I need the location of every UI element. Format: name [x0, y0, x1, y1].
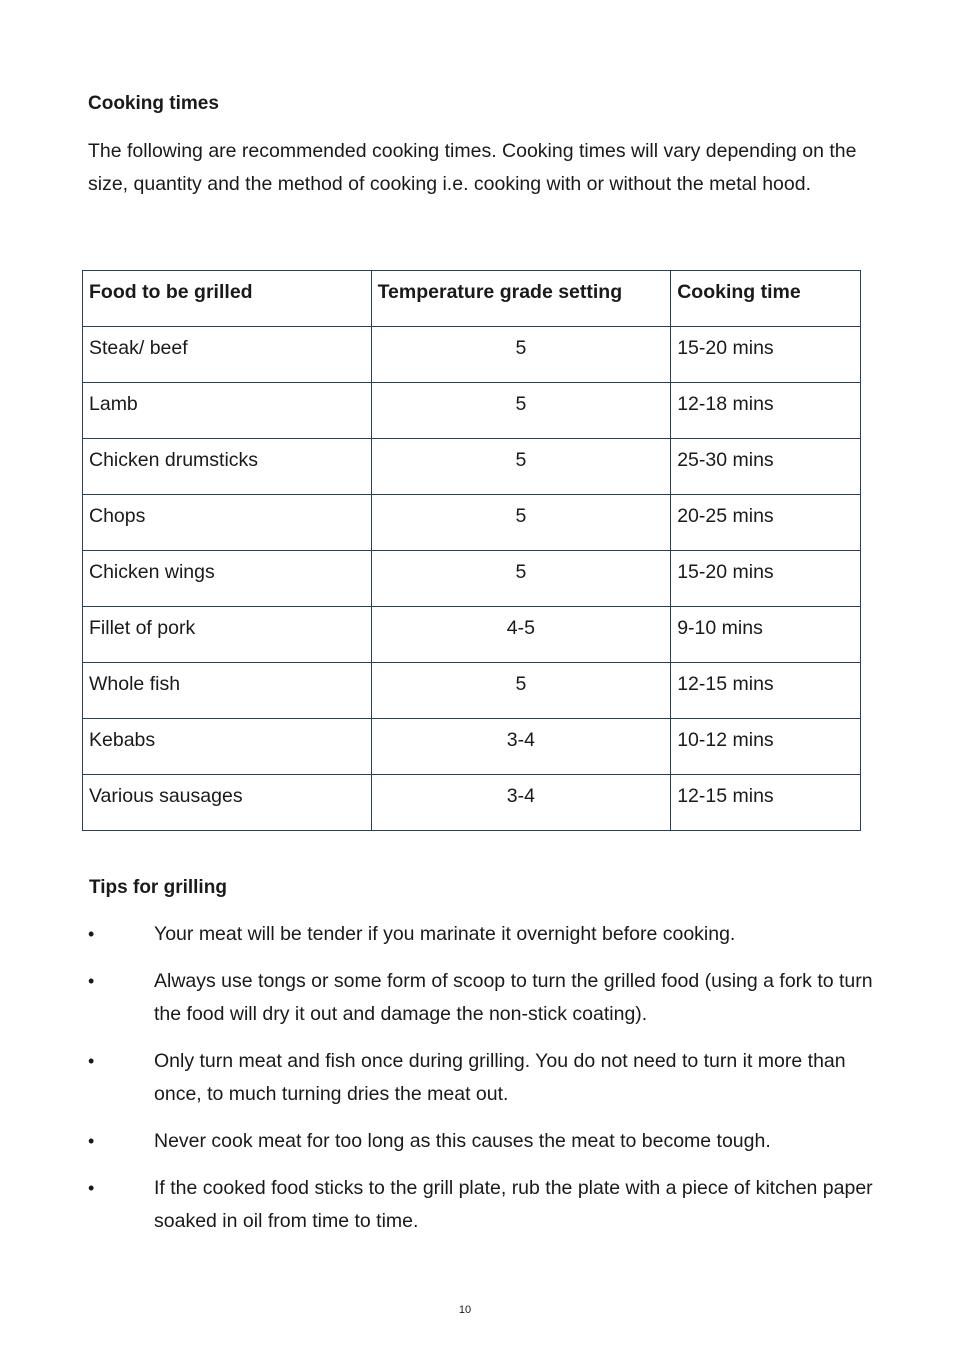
cell-temperature: 5 [371, 551, 671, 607]
bullet-icon: • [88, 971, 95, 991]
list-item [88, 918, 878, 951]
cell-food: Chicken drumsticks [83, 439, 372, 495]
bullet-icon: • [88, 924, 95, 944]
cell-time: 12-15 mins [671, 663, 861, 719]
cell-food: Kebabs [83, 719, 372, 775]
tip-text: If the cooked food sticks to the grill plate, rub the plate with a piece of kitchen paper soaked in oil from time to time. [154, 1177, 873, 1232]
list-item [88, 1172, 878, 1238]
cell-time: 15-20 mins [671, 327, 861, 383]
table-header-row [83, 271, 861, 327]
cell-time: 15-20 mins [671, 551, 861, 607]
cell-temperature: 3-4 [371, 775, 671, 831]
table-row [83, 327, 861, 383]
cell-time: 12-15 mins [671, 775, 861, 831]
cell-food: Steak/ beef [83, 327, 372, 383]
cell-temperature: 5 [371, 495, 671, 551]
cell-food: Lamb [83, 383, 372, 439]
cell-food: Various sausages [83, 775, 372, 831]
table-row [83, 719, 861, 775]
cell-food: Whole fish [83, 663, 372, 719]
cell-time: 20-25 mins [671, 495, 861, 551]
cell-temperature: 5 [371, 383, 671, 439]
cell-time: 9-10 mins [671, 607, 861, 663]
cell-temperature: 5 [371, 327, 671, 383]
tip-text: Your meat will be tender if you marinate it overnight before cooking. [154, 923, 736, 945]
table-row [83, 439, 861, 495]
cell-temperature: 3-4 [371, 719, 671, 775]
list-item [88, 1125, 878, 1158]
cell-food: Chops [83, 495, 372, 551]
cell-time: 10-12 mins [671, 719, 861, 775]
cell-time: 12-18 mins [671, 383, 861, 439]
tips-heading: Tips for grilling [89, 877, 227, 898]
cell-time: 25-30 mins [671, 439, 861, 495]
list-item [88, 965, 878, 1031]
tip-text: Never cook meat for too long as this causes the meat to become tough. [154, 1130, 771, 1152]
header-food: Food to be grilled [83, 271, 372, 327]
bullet-icon: • [88, 1178, 95, 1198]
table-row [83, 663, 861, 719]
bullet-icon: • [88, 1051, 95, 1071]
tip-text: Always use tongs or some form of scoop to turn the grilled food (using a fork to turn the food will dry it out and damage the non-stick coating). [154, 970, 873, 1025]
list-item [88, 1045, 878, 1111]
table-row [83, 383, 861, 439]
page-number: 10 [458, 1304, 472, 1316]
cell-temperature: 5 [371, 663, 671, 719]
header-cooking-time: Cooking time [671, 271, 861, 327]
cell-temperature: 5 [371, 439, 671, 495]
tip-text: Only turn meat and fish once during grilling. You do not need to turn it more than once, to much turning dries the meat out. [154, 1050, 846, 1105]
bullet-icon: • [88, 1131, 95, 1151]
header-temperature: Temperature grade setting [371, 271, 671, 327]
intro-paragraph: The following are recommended cooking times. Cooking times will vary depending on the size, quantity and the method of cooking i.e. cooking with or without the metal hood. [88, 140, 857, 195]
table-row [83, 495, 861, 551]
cell-food: Fillet of pork [83, 607, 372, 663]
table-row [83, 775, 861, 831]
cooking-times-table [82, 270, 861, 831]
table-row [83, 607, 861, 663]
cell-temperature: 4-5 [371, 607, 671, 663]
cooking-times-heading: Cooking times [88, 93, 219, 114]
tips-list [88, 918, 878, 1252]
cell-food: Chicken wings [83, 551, 372, 607]
table-row [83, 551, 861, 607]
